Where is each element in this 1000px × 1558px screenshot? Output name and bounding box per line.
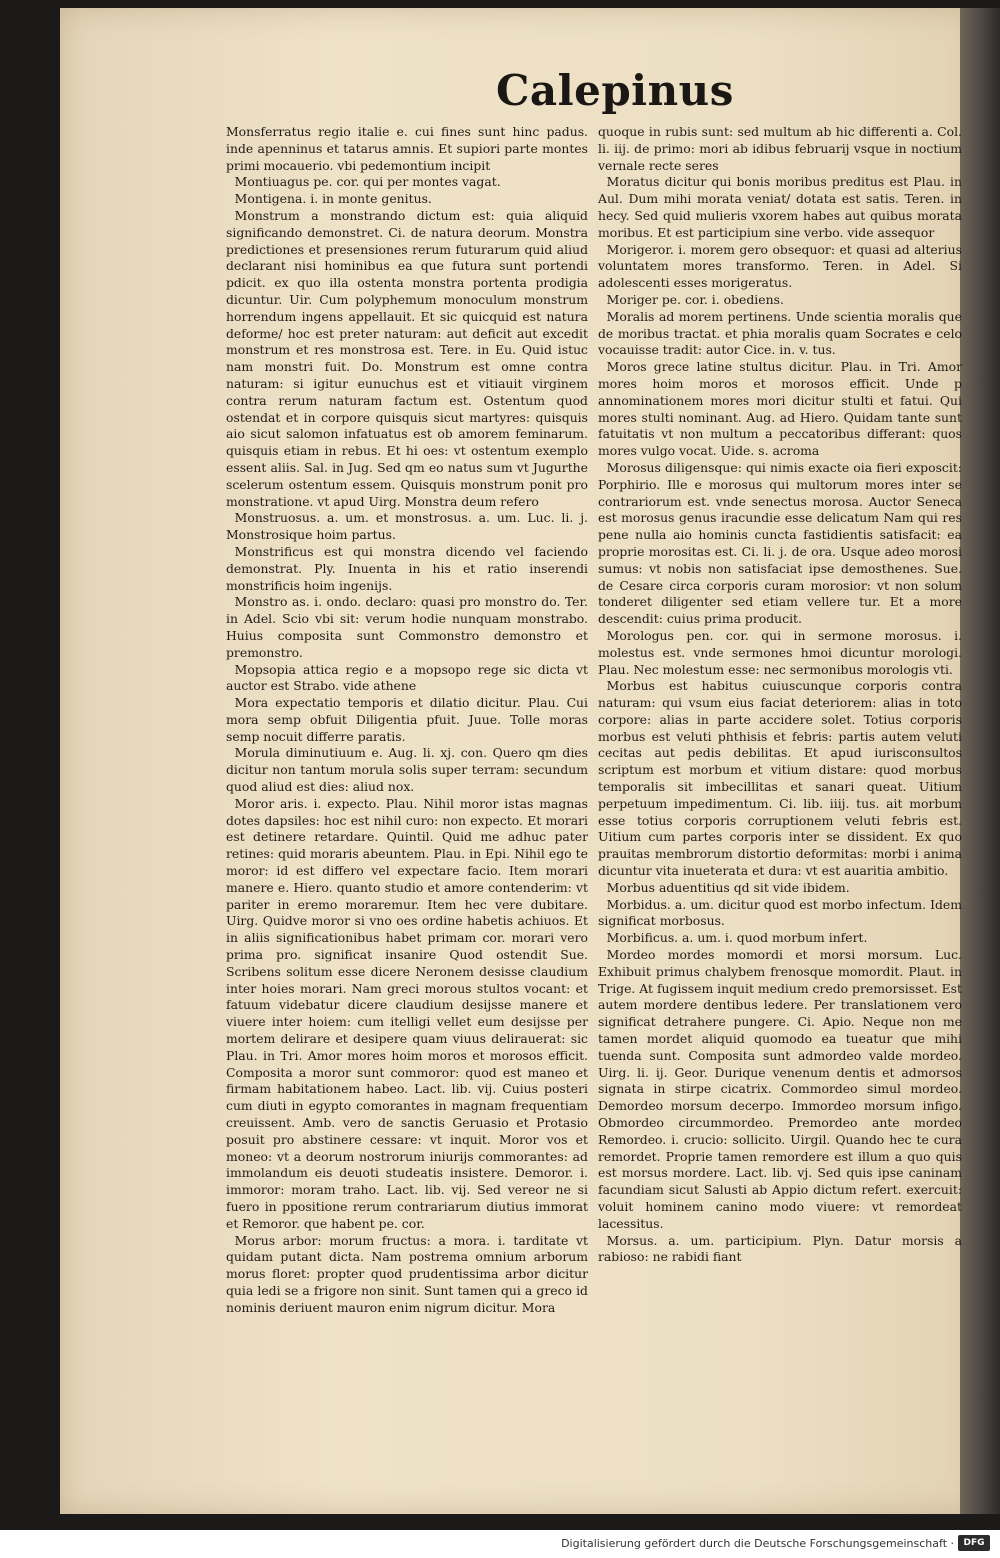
dictionary-entry: Morigeror. i. morem gero obsequor: et quasi ad alterius voluntatem mores transformo. Teren. in Adel. Si adolescenti esses morigeratus. — [598, 241, 962, 291]
dictionary-entry: Mora expectatio temporis et dilatio dicitur. Plau. Cui mora semp obfuit Diligentia pfuit. Juue. Tolle moras semp nocuit differre paratis. — [226, 695, 588, 744]
text-column-left — [226, 124, 588, 1317]
dictionary-entry: Morbus est habitus cuiuscunque corporis contra naturam: qui vsum eius faciat deteriorem: alias in toto corpore: alias in parte accidere solet. Totius corporis morbus est veluti phthisis et febris: partis autem veluti cecitas aut pedis debilitas. Et apud iurisconsultos scriptum est morbum et vitium distare: quod morbus temporalis sit imbecillitas et sanari queat. Uitium perpetuum impedimentum. Ci. lib. iiij. tus. ait morbum esse totius corporis corruptionem veluti febris est. Uitium cum partes corporis inter se dissident. Ex quo prauitas membrorum distortio deformitas: morbi i anima dicuntur vita inueterata et dura: vt est auaritia ambitio. — [598, 678, 962, 879]
dictionary-entry: Morologus pen. cor. qui in sermone morosus. i. molestus est. vnde sermones hmoi dicuntur morologi. Plau. Nec molestum esse: nec sermonibus morologis vti. — [598, 627, 962, 677]
dictionary-entry: Morula diminutiuum e. Aug. li. xj. con. Quero qm dies dicitur non tantum morula solis super terram: secundum quod aliud est dies: aliud nox. — [226, 745, 588, 795]
dictionary-entry: Morosus diligensque: qui nimis exacte oia fieri exposcit: Porphirio. Ille e morosus qui multorum mores inter se contrariorum est. vnde senectus morosa. Auctor Seneca est morosus genus iracundie esse delicatum Nam qui res pene nulla aio hominis cuncta fastidientis satisfacit: ea proprie morositas est. Ci. li. j. de ora. Usque adeo morosi sumus: vt nobis non satisfaciat ipse demosthenes. Sue. de Cesare circa corporis curam morosior: vt non solum tonderet diligenter sed etiam vellere tur. Et a more descendit: cuius prima producit. — [598, 459, 962, 627]
dictionary-entry: Mordeo mordes momordi et morsi morsum. Luc. Exhibuit primus chalybem frenosque momordit. Plaut. in Trige. At fugissem inquit medium credo premorsisset. Est autem mordere dentibus ledere. Per translationem vero significat detrahere pungere. Ci. Apio. Neque non me tamen mordet aliquid quomodo ea tueatur que mihi tuenda sunt. Composita sunt admordeo valde mordeo. Uirg. li. ij. Geor. Durique venenum dentis et admorsos signata in stirpe cicatrix. Commordeo simul mordeo. Demordeo morsum decerpo. Immordeo morsum infigo. Obmordeo circummordeo. Premordeo ante mordeo Remordeo. i. crucio: sollicito. Uirgil. Quando hec te cura remordet. Proprie tamen remordere est illum a quo quis est morsus mordere. Lact. lib. vj. Sed quis ipse caninam facundiam sicut Salusti ab Appio dictum refert. exercuit: voluit hominem canino modo viuere: vt remordeat lacessitus. — [598, 947, 962, 1231]
dictionary-entry: Montiuagus pe. cor. qui per montes vagat. — [234, 174, 501, 190]
dictionary-entry: Morsus. a. um. participium. Plyn. Datur morsis a rabioso: ne rabidi fiant — [598, 1232, 962, 1265]
text-column-right — [598, 124, 962, 1266]
funding-credit: Digitalisierung gefördert durch die Deutsche Forschungsgemeinschaft · — [561, 1537, 954, 1550]
dictionary-entry: Moratus dicitur qui bonis moribus preditus est Plau. in Aul. Dum mihi morata veniat/ dotata est satis. Teren. in hecy. Sed quid mulieris vxorem habes aut quibus morata moribus. Et est participium sine verbo. vide assequor — [598, 174, 962, 240]
dictionary-entry: Morbificus. a. um. i. quod morbum infert. — [606, 930, 868, 946]
page-edge-shadow — [960, 8, 1000, 1514]
dfg-logo: DFG — [958, 1535, 990, 1551]
dictionary-entry: Moror aris. i. expecto. Plau. Nihil moror istas magnas dotes dapsiles: hoc est nihil curo: non expecto. Et morari est detinere retardare. Quintil. Quid me adhuc pater retines: quid moraris abeuntem. Plau. in Epi. Nihil ego te moror: id est differo vel expectare facio. Item morari manere e. Hiero. quanto studio et amore contenderim: vt pariter in eremo moraremur. Item hec vere dubitare. Uirg. Quidve moror si vno oes ordine habetis achiuos. Et in aliis significationibus habet primam cor. morari vero prima pro. significat insanire Quod ostendit Sue. Scribens solitum esse dicere Neronem desisse claudium inter hoies morari. Nam greci morous stultos vocant: et fatuum videbatur dicere claudium desijsse manere et viuere inter hoiem: cum itelligi vellet eum desijsse per mortem delirare et desipere quam viuus delirauerat: sic Plau. in Tri. Amor mores hoim moros et morosos efficit. Composita a moror sunt commoror: quod est maneo et firmam habitationem habeo. Lact. lib. vij. Cuius posteri cum diuti in egypto comorantes in magnam frequentiam creuissent. Amb. vero de sanctis Geruasio et Protasio posuit pro abstinere cessare: vt inquit. Moror vos et moneo: vt a deorum nostrorum iniurijs commorantes: ad immolandum eis deuoti studeatis insistere. Demoror. i. immoror: moram traho. Lact. lib. vij. Sed vereor ne si fuero in ppositione rerum contrariarum diutius immorat et Remoror. que habent pe. cor. — [226, 795, 588, 1231]
dictionary-entry: Moros grece latine stultus dicitur. Plau. in Tri. Amor mores hoim moros et morosos efficit. Unde p annominationem mores mori dicitur stulti et fatui. Qui mores stulti nominant. Aug. ad Hiero. Quidam tante sunt fatuitatis vt non multum a peccatoribus differant: quos mores vulgo vocat. Uide. s. acroma — [598, 359, 962, 459]
dictionary-entry: Monstrificus est qui monstra dicendo vel faciendo demonstrat. Ply. Inuenta in his et ratio inserendi monstrificis hoim ingenijs. — [226, 543, 588, 593]
dictionary-entry: quoque in rubis sunt: sed multum ab hic differenti a. Col. li. iij. de primo: mori ab idibus februarij vsque in noctium vernale recte seres — [598, 124, 962, 173]
dictionary-entry: Montigena. i. in monte genitus. — [234, 191, 432, 207]
dictionary-entry: Morbidus. a. um. dicitur quod est morbo infectum. Idem significat morbosus. — [598, 896, 962, 929]
dictionary-entry: Moralis ad morem pertinens. Unde scientia moralis que de moribus tractat. et phia moralis quam Socrates e celo vocauisse tradit: autor Cice. in. v. tus. — [598, 308, 962, 358]
footer-bar — [0, 1530, 1000, 1558]
dictionary-entry: Mopsopia attica regio e a mopsopo rege sic dicta vt auctor est Strabo. vide athene — [226, 661, 588, 694]
dictionary-entry: Monsferratus regio italie e. cui fines sunt hinc padus. inde apenninus et tatarus amnis. Et supiori parte montes primi mocauerio. vbi pedemontium incipit — [226, 124, 588, 173]
dictionary-entry: Monstrum a monstrando dictum est: quia aliquid significando demonstret. Ci. de natura deorum. Monstra predictiones et presensiones rerum futurarum quid aliud declarant nisi hominibus ea que futura sunt portendi pdicit. ex quo illa ostenta monstra portenta prodigia dicuntur. Uir. Cum polyphemum monoculum monstrum horrendum ingens appellauit. Et sic quicquid est natura deforme/ hoc est preter naturam: aut deficit aut excedit monstrum et res monstrosa est. Tere. in Eu. Quid istuc nam monstri fuit. Do. Monstrum est omne contra naturam: si igitur eunuchus est et vitiauit virginem contra rerum naturam factum est. Ostentum quod ostendat et in corpore quisquis sicut martyres: quisquis aio sicut salomon infatuatus est ob amorem feminarum. quisquis etiam in rebus. Et hi oes: vt ostentum exemplo essent aliis. Sal. in Jug. Sed qm eo natus sum vt Jugurthe scelerum ostentum essem. Quisquis monstrum ponit pro monstratione. vt apud Uirg. Monstra deum refero — [226, 207, 588, 509]
dictionary-entry: Monstro as. i. ondo. declaro: quasi pro monstro do. Ter. in Adel. Scio vbi sit: verum hodie nunquam monstrabo. Huius composita sunt Commonstro demonstro et premonstro. — [226, 594, 588, 660]
running-header: Calepinus — [496, 66, 734, 115]
dictionary-entry: Morbus aduentitius qd sit vide ibidem. — [606, 879, 850, 895]
dictionary-entry: Morus arbor: morum fructus: a mora. i. tarditate vt quidam putant dicta. Nam postrema omnium arborum morus floret: propter quod prudentissima arbor dicitur quia ledi se a frigore non sinit. Sunt tamen qui a greco id nominis deriuent mauron enim nigrum dicitur. Mora — [226, 1232, 588, 1315]
dictionary-entry: Monstruosus. a. um. et monstrosus. a. um. Luc. li. j. Monstrosique hoim partus. — [226, 510, 588, 543]
dictionary-entry: Moriger pe. cor. i. obediens. — [606, 291, 784, 307]
